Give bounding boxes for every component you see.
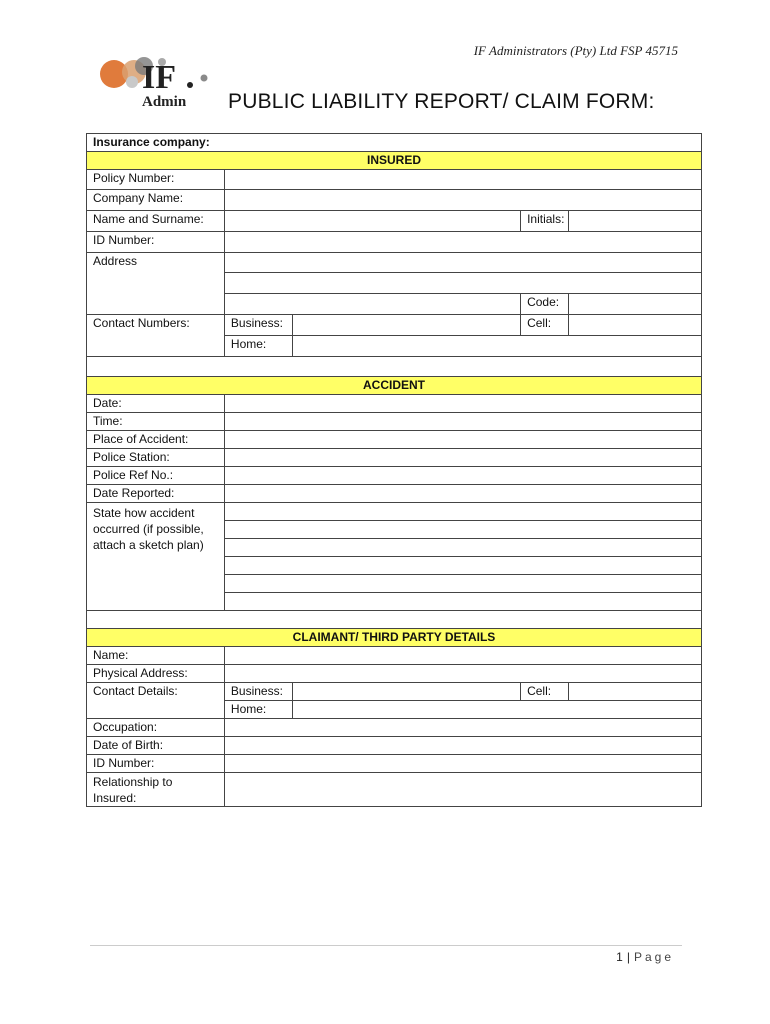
claimant-name-label: Name: xyxy=(87,647,225,665)
claimant-cell-field[interactable] xyxy=(568,683,701,701)
claimant-business-field[interactable] xyxy=(292,683,520,701)
physical-address-field[interactable] xyxy=(224,665,701,683)
policy-number-field[interactable] xyxy=(224,170,701,190)
police-station-field[interactable] xyxy=(224,449,701,467)
svg-text:Admin: Admin xyxy=(142,94,187,110)
how-occurred-line-3[interactable] xyxy=(224,539,701,557)
spacer-row xyxy=(87,611,702,629)
accident-date-label: Date: xyxy=(87,395,225,413)
physical-address-label: Physical Address: xyxy=(87,665,225,683)
how-occurred-label: State how accident occurred (if possible, attach a sketch plan) xyxy=(87,503,225,611)
place-label: Place of Accident: xyxy=(87,431,225,449)
company-name-label: Company Name: xyxy=(87,190,225,211)
how-occurred-line-1[interactable] xyxy=(224,503,701,521)
accident-heading: ACCIDENT xyxy=(87,377,702,395)
insured-cell-field[interactable] xyxy=(568,315,701,336)
insured-business-label: Business: xyxy=(224,315,292,336)
page-number: 1 xyxy=(616,950,623,964)
page-footer xyxy=(616,950,674,964)
claim-form-table xyxy=(86,133,702,807)
how-occurred-line-2[interactable] xyxy=(224,521,701,539)
claimant-cell-label: Cell: xyxy=(521,683,568,701)
dob-field[interactable] xyxy=(224,737,701,755)
claimant-home-field[interactable] xyxy=(292,701,701,719)
id-number-field[interactable] xyxy=(224,232,701,253)
footer-divider xyxy=(90,945,682,946)
police-station-label: Police Station: xyxy=(87,449,225,467)
page-word: Page xyxy=(633,950,674,964)
insured-business-field[interactable] xyxy=(292,315,520,336)
insured-home-field[interactable] xyxy=(292,336,701,357)
police-ref-label: Police Ref No.: xyxy=(87,467,225,485)
contact-details-label: Contact Details: xyxy=(87,683,225,719)
claimant-id-field[interactable] xyxy=(224,755,701,773)
address-line-2-field[interactable] xyxy=(224,273,701,294)
claimant-home-label: Home: xyxy=(224,701,292,719)
name-surname-field[interactable] xyxy=(224,211,520,232)
insured-cell-label: Cell: xyxy=(521,315,568,336)
contact-numbers-label: Contact Numbers: xyxy=(87,315,225,357)
relationship-label: Relationship to Insured: xyxy=(87,773,225,807)
accident-date-field[interactable] xyxy=(224,395,701,413)
claimant-id-label: ID Number: xyxy=(87,755,225,773)
date-reported-field[interactable] xyxy=(224,485,701,503)
claimant-heading: CLAIMANT/ THIRD PARTY DETAILS xyxy=(87,629,702,647)
company-name-field[interactable] xyxy=(224,190,701,211)
occupation-label: Occupation: xyxy=(87,719,225,737)
occupation-field[interactable] xyxy=(224,719,701,737)
how-occurred-line-4[interactable] xyxy=(224,557,701,575)
company-logo xyxy=(96,52,216,112)
insurance-company-label: Insurance company: xyxy=(87,134,702,152)
insured-heading: INSURED xyxy=(87,152,702,170)
name-surname-label: Name and Surname: xyxy=(87,211,225,232)
address-label: Address xyxy=(87,253,225,315)
id-number-label: ID Number: xyxy=(87,232,225,253)
page-separator: | xyxy=(626,950,630,964)
dob-label: Date of Birth: xyxy=(87,737,225,755)
address-line-3-field[interactable] xyxy=(224,294,520,315)
initials-label: Initials: xyxy=(521,211,568,232)
insured-home-label: Home: xyxy=(224,336,292,357)
accident-time-field[interactable] xyxy=(224,413,701,431)
address-line-1-field[interactable] xyxy=(224,253,701,273)
header-company-note: IF Administrators (Pty) Ltd FSP 45715 xyxy=(473,43,678,58)
police-ref-field[interactable] xyxy=(224,467,701,485)
how-occurred-line-5[interactable] xyxy=(224,575,701,593)
claimant-name-field[interactable] xyxy=(224,647,701,665)
relationship-field[interactable] xyxy=(224,773,701,807)
policy-number-label: Policy Number: xyxy=(87,170,225,190)
place-field[interactable] xyxy=(224,431,701,449)
code-field[interactable] xyxy=(568,294,701,315)
initials-field[interactable] xyxy=(568,211,701,232)
date-reported-label: Date Reported: xyxy=(87,485,225,503)
spacer-row xyxy=(87,357,702,377)
claimant-business-label: Business: xyxy=(224,683,292,701)
how-occurred-line-6[interactable] xyxy=(224,593,701,611)
code-label: Code: xyxy=(521,294,568,315)
svg-text:IF: IF xyxy=(142,59,176,96)
accident-time-label: Time: xyxy=(87,413,225,431)
page-title: PUBLIC LIABILITY REPORT/ CLAIM FORM: xyxy=(228,90,655,113)
